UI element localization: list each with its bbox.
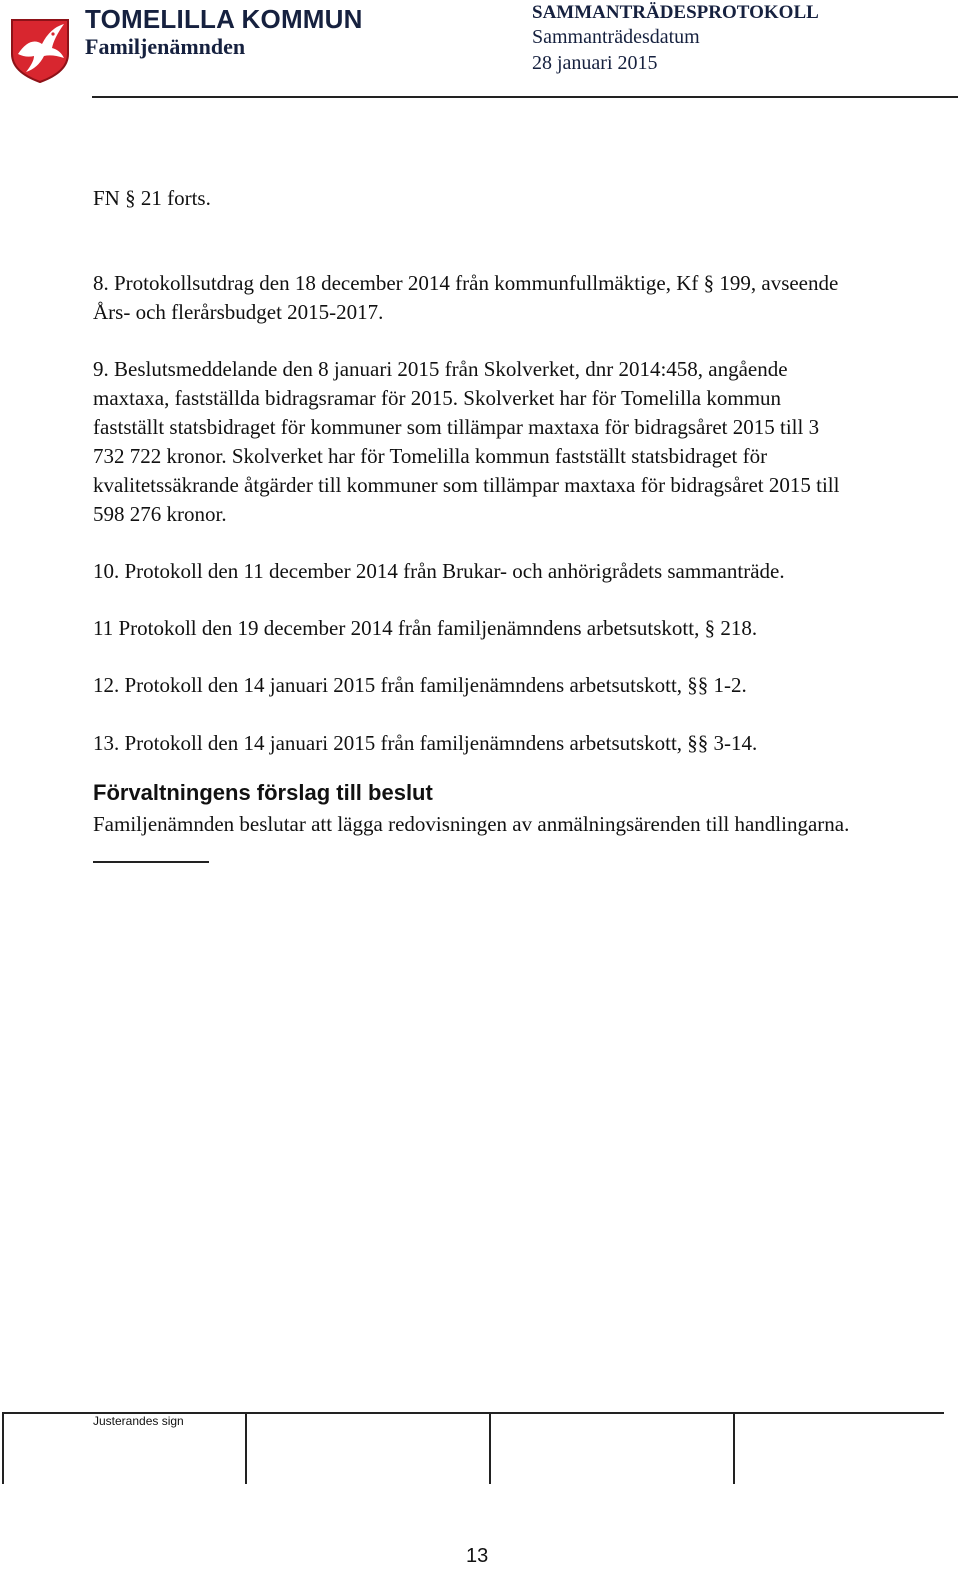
signature-box-divider xyxy=(2,1414,4,1484)
document-type: SAMMANTRÄDESPROTOKOLL xyxy=(532,2,819,23)
list-item: 8. Protokollsutdrag den 18 december 2014 från kommunfullmäktige, Kf § 199, avseende Års- och flerårsbudget 2015-2017. xyxy=(93,271,839,324)
crest-icon xyxy=(8,14,72,84)
signature-box-divider xyxy=(733,1414,735,1484)
list-item: 12. Protokoll den 14 januari 2015 från familjenämndens arbetsutskott, §§ 1-2. xyxy=(93,673,747,697)
org-name: TOMELILLA KOMMUN xyxy=(85,4,363,34)
list-item: 10. Protokoll den 11 december 2014 från Brukar- och anhörigrådets sammanträde. xyxy=(93,559,785,583)
org-unit: Familjenämnden xyxy=(85,34,246,59)
document-body xyxy=(93,184,853,863)
page-number: 13 xyxy=(466,1545,489,1567)
paragraph-reference: FN § 21 forts. xyxy=(93,186,211,210)
section-heading: Förvaltningens förslag till beslut xyxy=(93,780,433,805)
meeting-date-label: Sammanträdesdatum xyxy=(532,26,700,48)
signature-label: Justerandes sign xyxy=(93,1414,184,1428)
decision-text: Familjenämnden beslutar att lägga redovisningen av anmälningsärenden till handlingarna. xyxy=(93,812,850,836)
signature-box-divider xyxy=(489,1414,491,1484)
list-item: 11 Protokoll den 19 december 2014 från familjenämndens arbetsutskott, § 218. xyxy=(93,616,758,640)
list-item: 13. Protokoll den 14 januari 2015 från familjenämndens arbetsutskott, §§ 3-14. xyxy=(93,731,758,755)
list-item: 9. Beslutsmeddelande den 8 januari 2015 från Skolverket, dnr 2014:458, angående maxtaxa, fastställda bidragsramar för 2015. Skolverket har för Tomelilla kommun fastställt statsbidraget för kommuner som tillämpar maxtaxa för bidragsåret 2015 till 3 732 722 kronor. Skolverket har för Tomelilla kommun fastställt statsbidraget för kvalitetssäkrande åtgärder till kommuner som tillämpar maxtaxa för bidragsåret 2015 till 598 276 kronor. xyxy=(93,357,840,526)
end-divider xyxy=(93,861,209,863)
page-header xyxy=(0,0,960,100)
header-divider xyxy=(92,96,958,98)
signature-box-divider xyxy=(245,1414,247,1484)
meeting-date: 28 januari 2015 xyxy=(532,52,658,74)
